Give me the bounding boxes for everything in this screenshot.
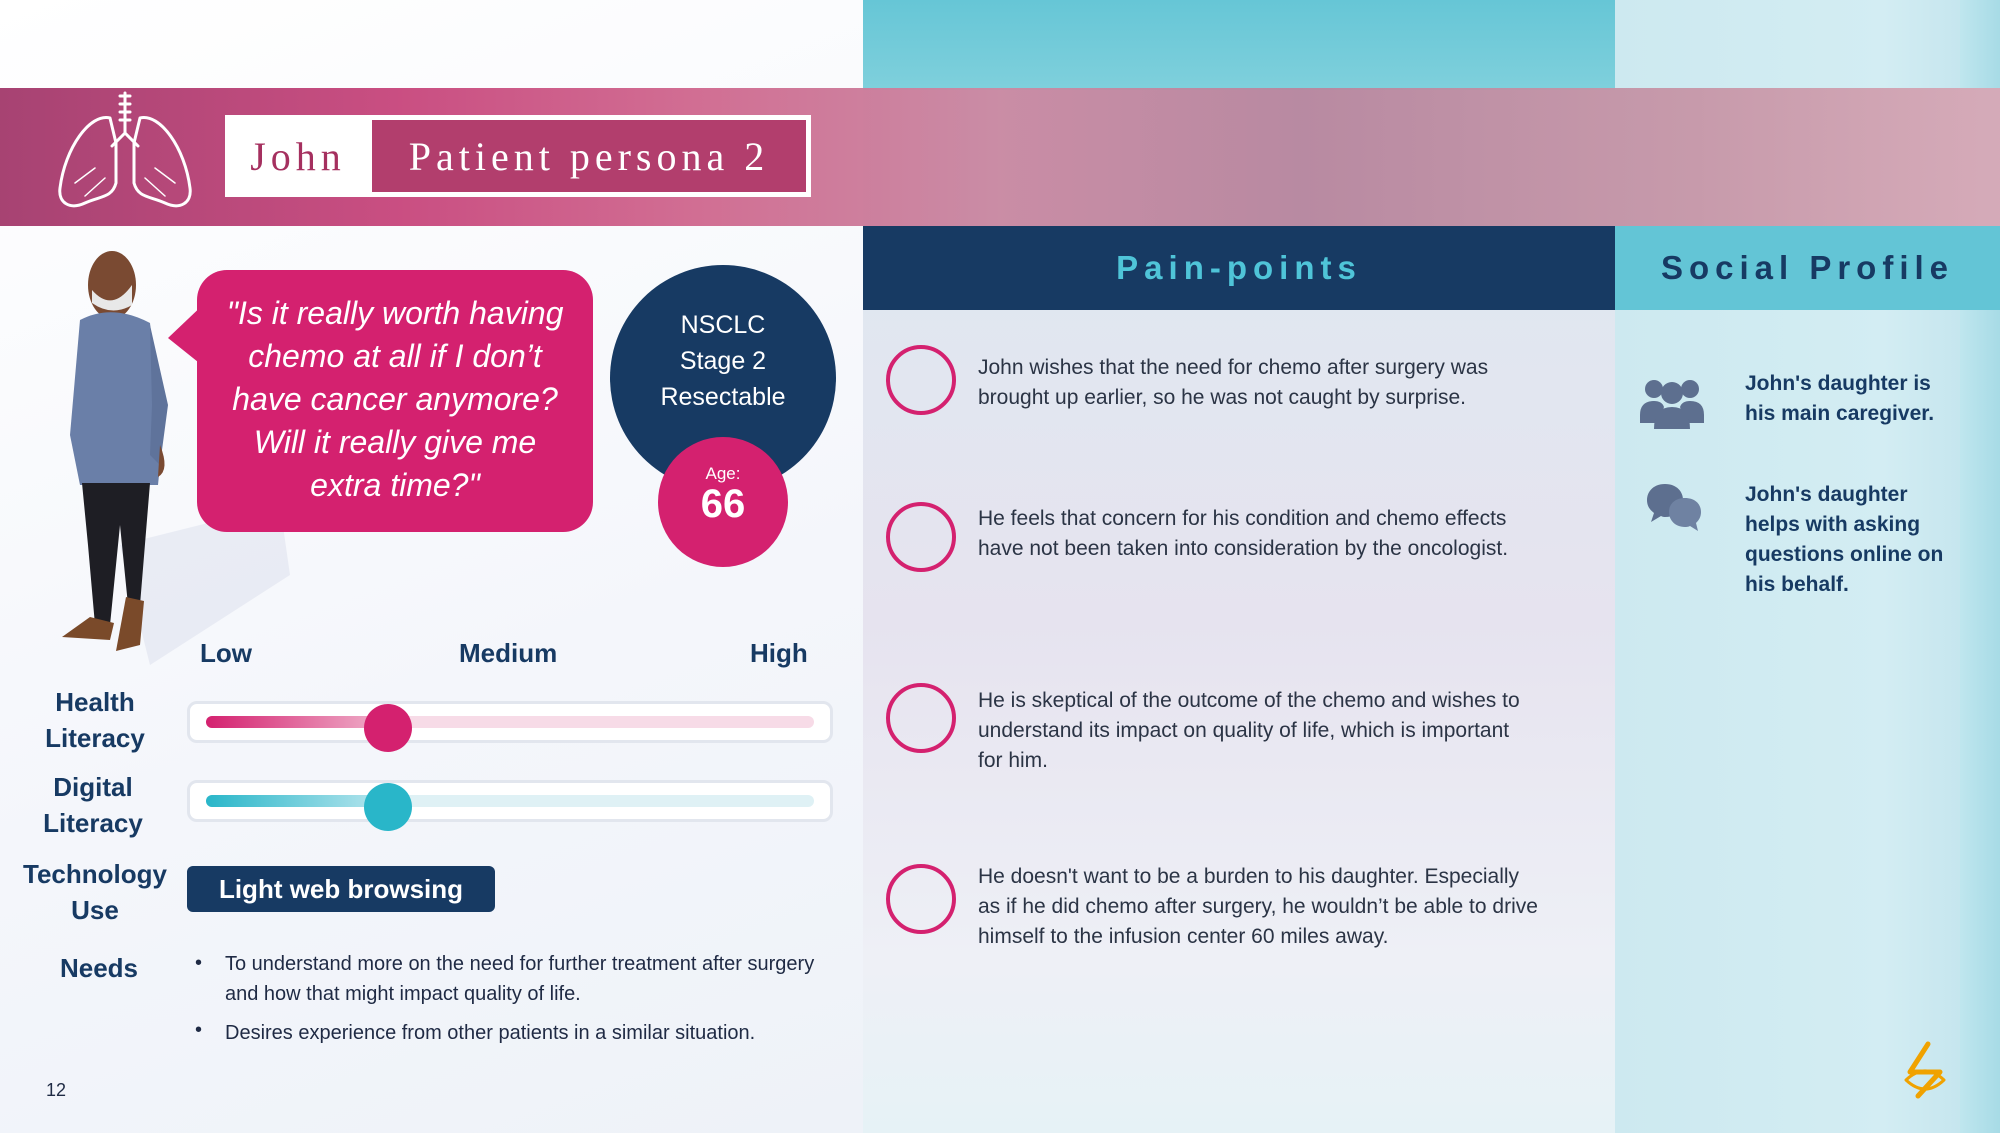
diagnosis-text — [630, 307, 816, 415]
digital-literacy-track — [187, 780, 833, 822]
health-literacy-track — [187, 701, 833, 743]
needs-label: Needs — [59, 953, 139, 983]
pain-point-marker — [886, 345, 956, 415]
pain-point-item: He is skeptical of the outcome of the chemo and wishes to understand its impact on quality of life, which is important for him. — [978, 689, 1520, 772]
social-profile-item: John's daughter is his main caregiver. — [1745, 372, 1935, 425]
chat-bubbles-icon — [1645, 482, 1703, 532]
patient-quote: "Is it really worth having chemo at all if I don’t have cancer anymore? Will it really give me extra time?" — [226, 295, 564, 503]
technology-use-tag: Light web browsing — [187, 866, 495, 912]
pain-point-item: He doesn't want to be a burden to his daughter. Especially as if he did chemo after surgery, he wouldn’t be able to drive himself to the infusion center 60 miles away. — [978, 865, 1538, 948]
health-literacy-fill — [206, 716, 388, 728]
lungs-icon — [50, 88, 200, 218]
quote-bubble-tail — [168, 300, 208, 370]
technology-use-label-line: Use — [71, 895, 119, 925]
social-profile-header: Social Profile — [1615, 226, 2000, 310]
needs-bullet: • — [195, 952, 203, 974]
needs-item: Desires experience from other patients in a similar situation. — [225, 1022, 756, 1044]
needs-item: To understand more on the need for further treatment after surgery and how that might impact quality of life. — [225, 953, 815, 1005]
pain-point-marker — [886, 502, 956, 572]
company-logo — [1900, 1040, 1950, 1100]
digital-literacy-label-line: Literacy — [43, 808, 143, 838]
digital-literacy-label-line: Digital — [53, 772, 133, 802]
age-value: 66 — [700, 482, 746, 526]
scale-medium-label: Medium — [459, 638, 558, 668]
health-literacy-label — [10, 684, 180, 756]
pain-point-item: He feels that concern for his condition and chemo effects have not been taken into consideration by the oncologist. — [978, 507, 1509, 560]
page-number: 12 — [46, 1080, 67, 1100]
pain-point-item: John wishes that the need for chemo after surgery was brought up earlier, so he was not caught by surprise. — [978, 356, 1489, 409]
persona-title: Patient persona 2 — [372, 120, 806, 192]
scale-low-label: Low — [200, 638, 252, 668]
top-teal-block — [863, 0, 1615, 90]
health-literacy-rail — [206, 716, 814, 728]
diagnosis-line: NSCLC — [680, 311, 766, 339]
pain-point-marker — [886, 864, 956, 934]
scale-high-label: High — [750, 638, 808, 668]
social-profile-item: John's daughter helps with asking questions online on his behalf. — [1745, 483, 1944, 596]
diagnosis-line: Stage 2 — [679, 347, 767, 375]
digital-literacy-rail — [206, 795, 814, 807]
technology-use-label-line: Technology — [23, 859, 167, 889]
diagnosis-line: Resectable — [660, 383, 786, 411]
technology-use-label — [10, 856, 180, 928]
persona-name: John — [250, 133, 346, 179]
pain-point-marker — [886, 683, 956, 753]
health-literacy-label-line: Health — [55, 687, 135, 717]
digital-literacy-fill — [206, 795, 388, 807]
needs-bullet: • — [195, 1019, 203, 1041]
pain-points-header: Pain-points — [863, 226, 1615, 310]
age-label: Age: — [705, 464, 741, 483]
people-group-icon — [1640, 375, 1704, 431]
health-literacy-label-line: Literacy — [45, 723, 145, 753]
digital-literacy-label — [8, 769, 178, 841]
